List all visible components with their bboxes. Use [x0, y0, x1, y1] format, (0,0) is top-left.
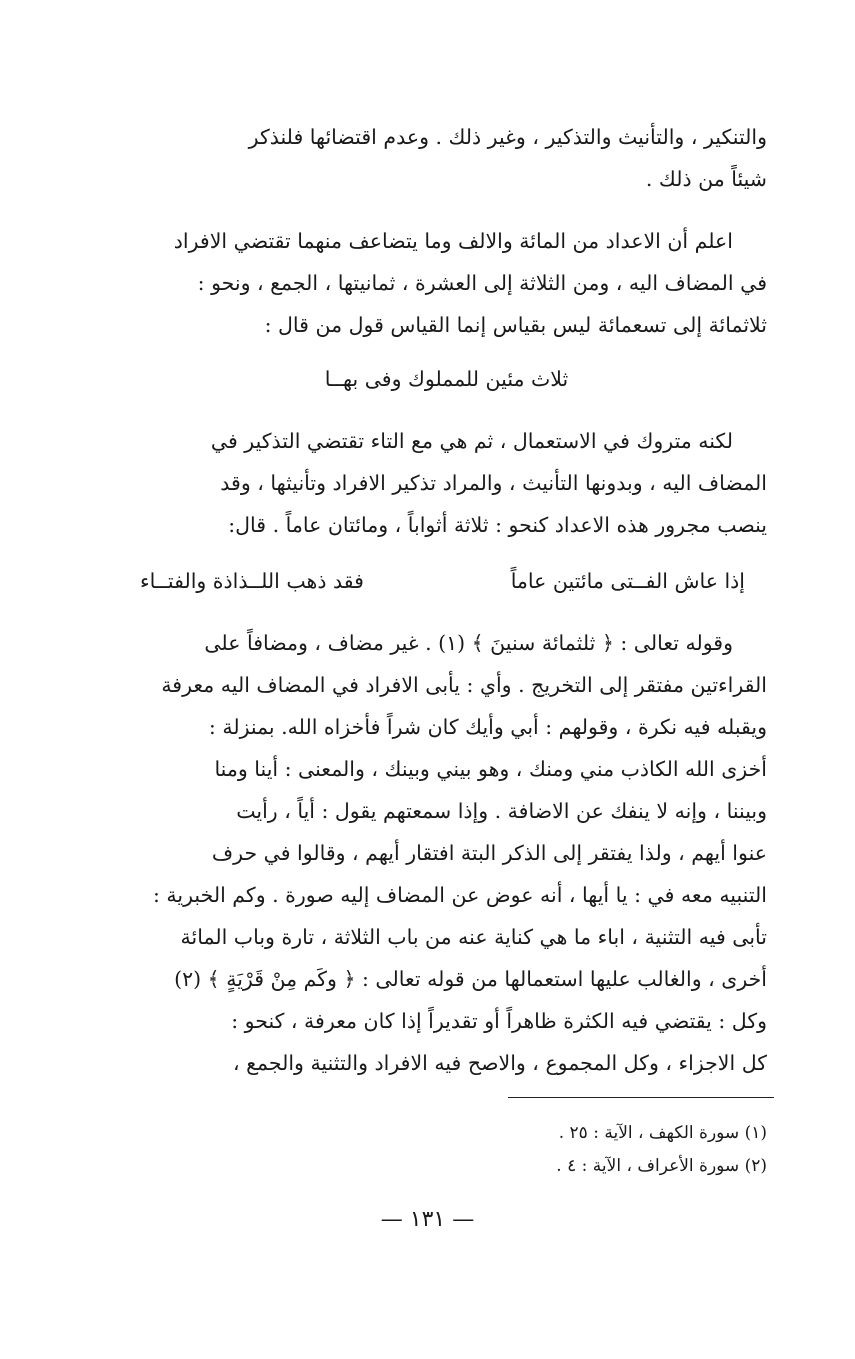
paragraph-2-line: اعلم أن الاعداد من المائة والالف وما يتضاعف منهما تقتضي الافراد [173, 229, 733, 253]
paragraph-2 [126, 220, 767, 346]
paragraph-3 [126, 420, 767, 546]
paragraph-2-line: في المضاف اليه ، ومن الثلاثة إلى العشرة ، ثمانيتها ، الجمع ، ونحو : [197, 271, 767, 295]
paragraph-2-line: ثلاثمائة إلى تسعمائة ليس بقياس إنما القياس قول من قال : [264, 313, 767, 337]
paragraph-4-line: تأبى فيه التثنية ، اباء ما هي كناية عنه من باب الثلاثة ، تارة وباب المائة [180, 925, 767, 949]
paragraph-4-line: القراءتين مفتقر إلى التخريج . وأي : يأبى الافراد في المضاف اليه معرفة [161, 673, 767, 697]
paragraph-1 [126, 116, 767, 200]
paragraph-3-line: المضاف اليه ، وبدونها التأنيث ، والمراد تذكير الافراد وتأنيثها ، وقد [220, 471, 767, 495]
paragraph-1-line: شيئاً من ذلك . [645, 167, 767, 191]
footnote-2: (٢) سورة الأعراف ، الآية : ٤ . [556, 1156, 767, 1176]
paragraph-4 [126, 622, 767, 1084]
paragraph-3-line: ينصب مجرور هذه الاعداد كنحو : ثلاثة أثواباً ، ومائتان عاماً . قال: [228, 513, 767, 537]
verse-2-second-hemistich: فقد ذهب اللــذاذة والفتــاء [140, 569, 364, 593]
footnote-divider [508, 1097, 774, 1098]
verse-2 [140, 560, 745, 602]
paragraph-4-line: أخزى الله الكاذب مني ومنك ، وهو بيني وبينك ، والمعنى : أينا ومنا [214, 757, 767, 781]
paragraph-3-line: لكنه متروك في الاستعمال ، ثم هي مع التاء تقتضي التذكير في [210, 429, 733, 453]
paragraph-4-line: أخرى ، والغالب عليها استعمالها من قوله تعالى : ﴿ وكَم مِنْ قَرْيَةٍ ﴾ (٢) [174, 967, 767, 991]
footnote-1: (١) سورة الكهف ، الآية : ٢٥ . [558, 1123, 767, 1143]
paragraph-4-line: التنبيه معه في : يا أيها ، أنه عوض عن المضاف إليه صورة . وكم الخبرية : [152, 883, 767, 907]
paragraph-4-line: عنوا أيهم ، ولذا يفتقر إلى الذكر البتة افتقار أيهم ، وقالوا في حرف [211, 841, 767, 865]
paragraph-4-line: وقوله تعالى : ﴿ ثلثمائة سنينَ ﴾ (١) . غير مضاف ، ومضافاً على [204, 631, 733, 655]
paragraph-4-line: كل الاجزاء ، وكل المجموع ، والاصح فيه الافراد والتثنية والجمع ، [232, 1051, 767, 1075]
paragraph-4-line: ويقبله فيه نكرة ، وقولهم : أبي وأيك كان شراً فأخزاه الله. بمنزلة : [208, 715, 767, 739]
verse-2-first-hemistich: إذا عاش الفــتى مائتين عاماً [510, 569, 745, 593]
verse-1: ثلاث مئين للمملوك وفى بهــا [324, 367, 569, 391]
paragraph-4-line: وكل : يقتضي فيه الكثرة ظاهراً أو تقديراً إذا كان معرفة ، كنحو : [231, 1009, 767, 1033]
paragraph-4-line: وبيننا ، وإنه لا ينفك عن الاضافة . وإذا سمعتهم يقول : أياً ، رأيت [236, 799, 767, 823]
page-number: — ١٣١ — [380, 1207, 475, 1232]
paragraph-1-line: والتنكير ، والتأنيث والتذكير ، وغير ذلك . وعدم اقتضائها فلنذكر [248, 125, 767, 149]
